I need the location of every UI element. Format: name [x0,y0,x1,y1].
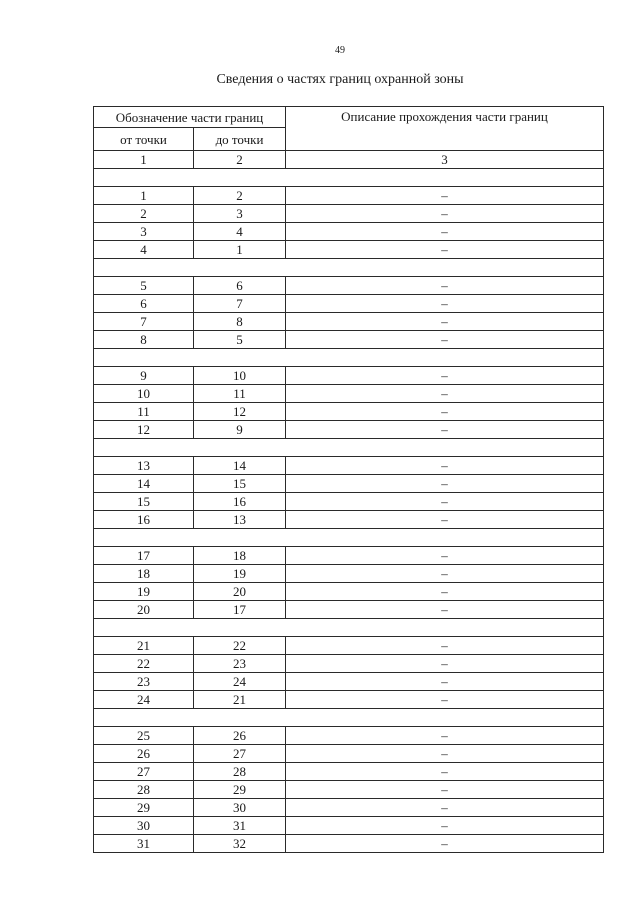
to-point-cell: 5 [194,331,286,349]
to-point-cell: 32 [194,835,286,853]
table-row [94,781,604,799]
from-point-cell: 14 [94,475,194,493]
description-cell: – [286,187,604,205]
to-point-cell: 13 [194,511,286,529]
to-point-cell: 22 [194,637,286,655]
from-point-cell: 19 [94,583,194,601]
designation-header: Обозначение части границ [94,107,286,128]
group-separator-cell [94,349,604,367]
from-point-cell: 29 [94,799,194,817]
from-point-cell: 21 [94,637,194,655]
table-row [94,763,604,781]
description-cell: – [286,673,604,691]
to-point-cell: 10 [194,367,286,385]
table-row [94,547,604,565]
to-point-header: до точки [194,128,286,151]
group-separator-cell [94,439,604,457]
description-cell: – [286,691,604,709]
from-point-cell: 31 [94,835,194,853]
from-point-cell: 26 [94,745,194,763]
from-point-cell: 16 [94,511,194,529]
document-title: Сведения о частях границ охранной зоны [216,72,464,87]
table-row [94,745,604,763]
from-point-cell: 30 [94,817,194,835]
from-point-header: от точки [94,128,194,151]
from-point-cell: 15 [94,493,194,511]
table-row [94,385,604,403]
description-cell: – [286,241,604,259]
description-cell: – [286,331,604,349]
from-point-cell: 7 [94,313,194,331]
to-point-cell: 4 [194,223,286,241]
description-cell: – [286,835,604,853]
to-point-cell: 18 [194,547,286,565]
description-cell: – [286,493,604,511]
description-cell: – [286,403,604,421]
group-separator-cell [94,709,604,727]
table-row [94,277,604,295]
description-cell: – [286,457,604,475]
description-cell: – [286,601,604,619]
description-cell: – [286,727,604,745]
group-separator-row [94,259,604,277]
table-row [94,799,604,817]
table-row [94,313,604,331]
header-row [94,107,604,128]
description-cell: – [286,799,604,817]
to-point-cell: 28 [194,763,286,781]
to-point-cell: 6 [194,277,286,295]
to-point-cell: 14 [194,457,286,475]
from-point-cell: 4 [94,241,194,259]
description-cell: – [286,817,604,835]
from-point-cell: 8 [94,331,194,349]
to-point-cell: 30 [194,799,286,817]
from-point-cell: 2 [94,205,194,223]
from-point-cell: 10 [94,385,194,403]
to-point-cell: 17 [194,601,286,619]
table-row [94,511,604,529]
table-row [94,565,604,583]
from-point-cell: 25 [94,727,194,745]
to-point-cell: 19 [194,565,286,583]
table-row [94,205,604,223]
table-row [94,331,604,349]
description-cell: – [286,565,604,583]
from-point-cell: 1 [94,187,194,205]
table-row [94,673,604,691]
table-row [94,637,604,655]
to-point-cell: 12 [194,403,286,421]
to-point-cell: 16 [194,493,286,511]
description-cell: – [286,781,604,799]
description-cell: – [286,547,604,565]
to-point-cell: 11 [194,385,286,403]
column-number: 3 [286,151,604,169]
table-row [94,241,604,259]
group-separator-row [94,349,604,367]
group-separator-cell [94,619,604,637]
table-row [94,583,604,601]
table-row [94,421,604,439]
page-number: 49 [335,45,345,56]
to-point-cell: 3 [194,205,286,223]
group-separator-row [94,619,604,637]
description-cell: – [286,511,604,529]
description-cell: – [286,385,604,403]
table-row [94,727,604,745]
group-separator-cell [94,529,604,547]
to-point-cell: 26 [194,727,286,745]
column-number: 2 [194,151,286,169]
to-point-cell: 2 [194,187,286,205]
from-point-cell: 24 [94,691,194,709]
group-separator-row [94,709,604,727]
from-point-cell: 23 [94,673,194,691]
to-point-cell: 21 [194,691,286,709]
description-cell: – [286,313,604,331]
description-cell: – [286,277,604,295]
table-row [94,817,604,835]
description-cell: – [286,475,604,493]
description-cell: – [286,295,604,313]
to-point-cell: 15 [194,475,286,493]
column-number: 1 [94,151,194,169]
to-point-cell: 20 [194,583,286,601]
to-point-cell: 7 [194,295,286,313]
description-cell: – [286,583,604,601]
table-row [94,367,604,385]
to-point-cell: 31 [194,817,286,835]
table-row [94,835,604,853]
description-cell: – [286,763,604,781]
to-point-cell: 9 [194,421,286,439]
from-point-cell: 5 [94,277,194,295]
from-point-cell: 3 [94,223,194,241]
to-point-cell: 24 [194,673,286,691]
to-point-cell: 23 [194,655,286,673]
from-point-cell: 20 [94,601,194,619]
from-point-cell: 18 [94,565,194,583]
table-row [94,475,604,493]
table-row [94,457,604,475]
description-cell: – [286,745,604,763]
table-row [94,223,604,241]
description-cell: – [286,367,604,385]
group-separator-row [94,529,604,547]
description-cell: – [286,205,604,223]
table-row [94,187,604,205]
description-cell: – [286,637,604,655]
from-point-cell: 22 [94,655,194,673]
description-cell: – [286,421,604,439]
to-point-cell: 27 [194,745,286,763]
from-point-cell: 6 [94,295,194,313]
from-point-cell: 28 [94,781,194,799]
to-point-cell: 29 [194,781,286,799]
from-point-cell: 9 [94,367,194,385]
group-separator-row [94,169,604,187]
table-row [94,691,604,709]
column-numbers-row [94,151,604,169]
boundary-parts-table [93,106,604,853]
description-header: Описание прохождения части границ [286,107,604,151]
group-separator-cell [94,169,604,187]
from-point-cell: 11 [94,403,194,421]
table-row [94,403,604,421]
group-separator-row [94,439,604,457]
to-point-cell: 1 [194,241,286,259]
from-point-cell: 13 [94,457,194,475]
from-point-cell: 27 [94,763,194,781]
table-row [94,493,604,511]
description-cell: – [286,655,604,673]
table-row [94,655,604,673]
to-point-cell: 8 [194,313,286,331]
table-row [94,295,604,313]
from-point-cell: 12 [94,421,194,439]
description-cell: – [286,223,604,241]
group-separator-cell [94,259,604,277]
from-point-cell: 17 [94,547,194,565]
table-row [94,601,604,619]
